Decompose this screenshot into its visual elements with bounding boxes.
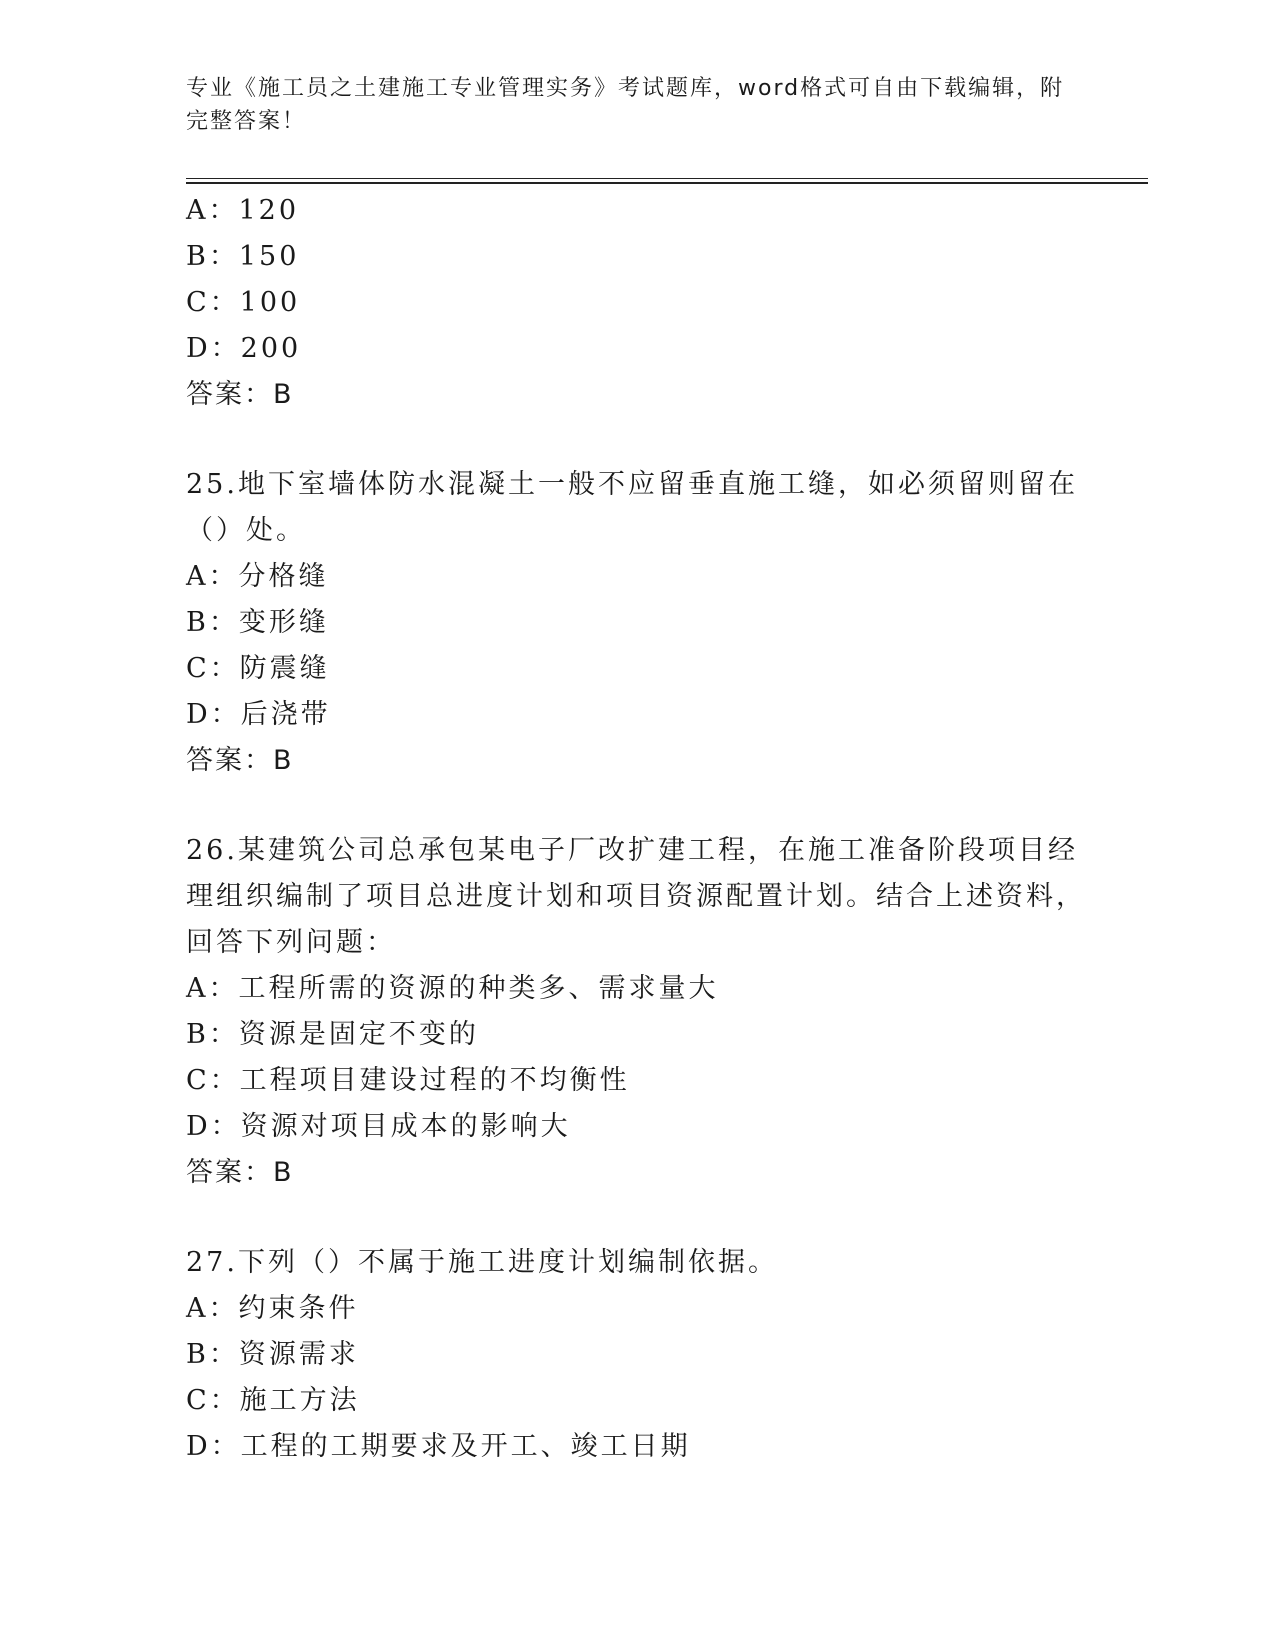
- option-b: B：资源需求: [186, 1339, 359, 1370]
- answer-line: 答案：B: [186, 1157, 294, 1188]
- option-d: D：资源对项目成本的影响大: [186, 1111, 571, 1142]
- option-d: D：200: [186, 333, 302, 364]
- option-d: D：后浇带: [186, 699, 331, 730]
- question-list: [186, 188, 1086, 1470]
- answer-line: 答案：B: [186, 379, 294, 410]
- document-header: 专业《施工员之土建施工专业管理实务》考试题库，word格式可自由下载编辑，附完整答案！: [186, 76, 1065, 134]
- header-divider-thin: [186, 178, 1148, 179]
- question-block: [186, 188, 1086, 418]
- question-text: 26.某建筑公司总承包某电子厂改扩建工程，在施工准备阶段项目经理组织编制了项目总进度计划和项目资源配置计划。结合上述资料，回答下列问题：: [186, 835, 1086, 958]
- option-a: A：分格缝: [186, 561, 329, 592]
- option-c: C：防震缝: [186, 653, 330, 684]
- option-a: A：约束条件: [186, 1293, 359, 1324]
- option-b: B：150: [186, 241, 300, 272]
- option-c: C：工程项目建设过程的不均衡性: [186, 1065, 630, 1096]
- option-a: A：120: [186, 195, 300, 226]
- option-c: C：100: [186, 287, 301, 318]
- header-divider-thick: [186, 182, 1148, 184]
- option-d: D：工程的工期要求及开工、竣工日期: [186, 1431, 691, 1462]
- option-a: A：工程所需的资源的种类多、需求量大: [186, 973, 719, 1004]
- answer-line: 答案：B: [186, 745, 294, 776]
- question-block: [186, 462, 1086, 784]
- question-text: 27.下列（）不属于施工进度计划编制依据。: [186, 1247, 778, 1278]
- option-b: B：资源是固定不变的: [186, 1019, 479, 1050]
- option-c: C：施工方法: [186, 1385, 360, 1416]
- question-text: 25.地下室墙体防水混凝土一般不应留垂直施工缝，如必须留则留在（）处。: [186, 469, 1078, 546]
- question-block: [186, 828, 1086, 1196]
- option-b: B：变形缝: [186, 607, 329, 638]
- question-block: [186, 1240, 1086, 1470]
